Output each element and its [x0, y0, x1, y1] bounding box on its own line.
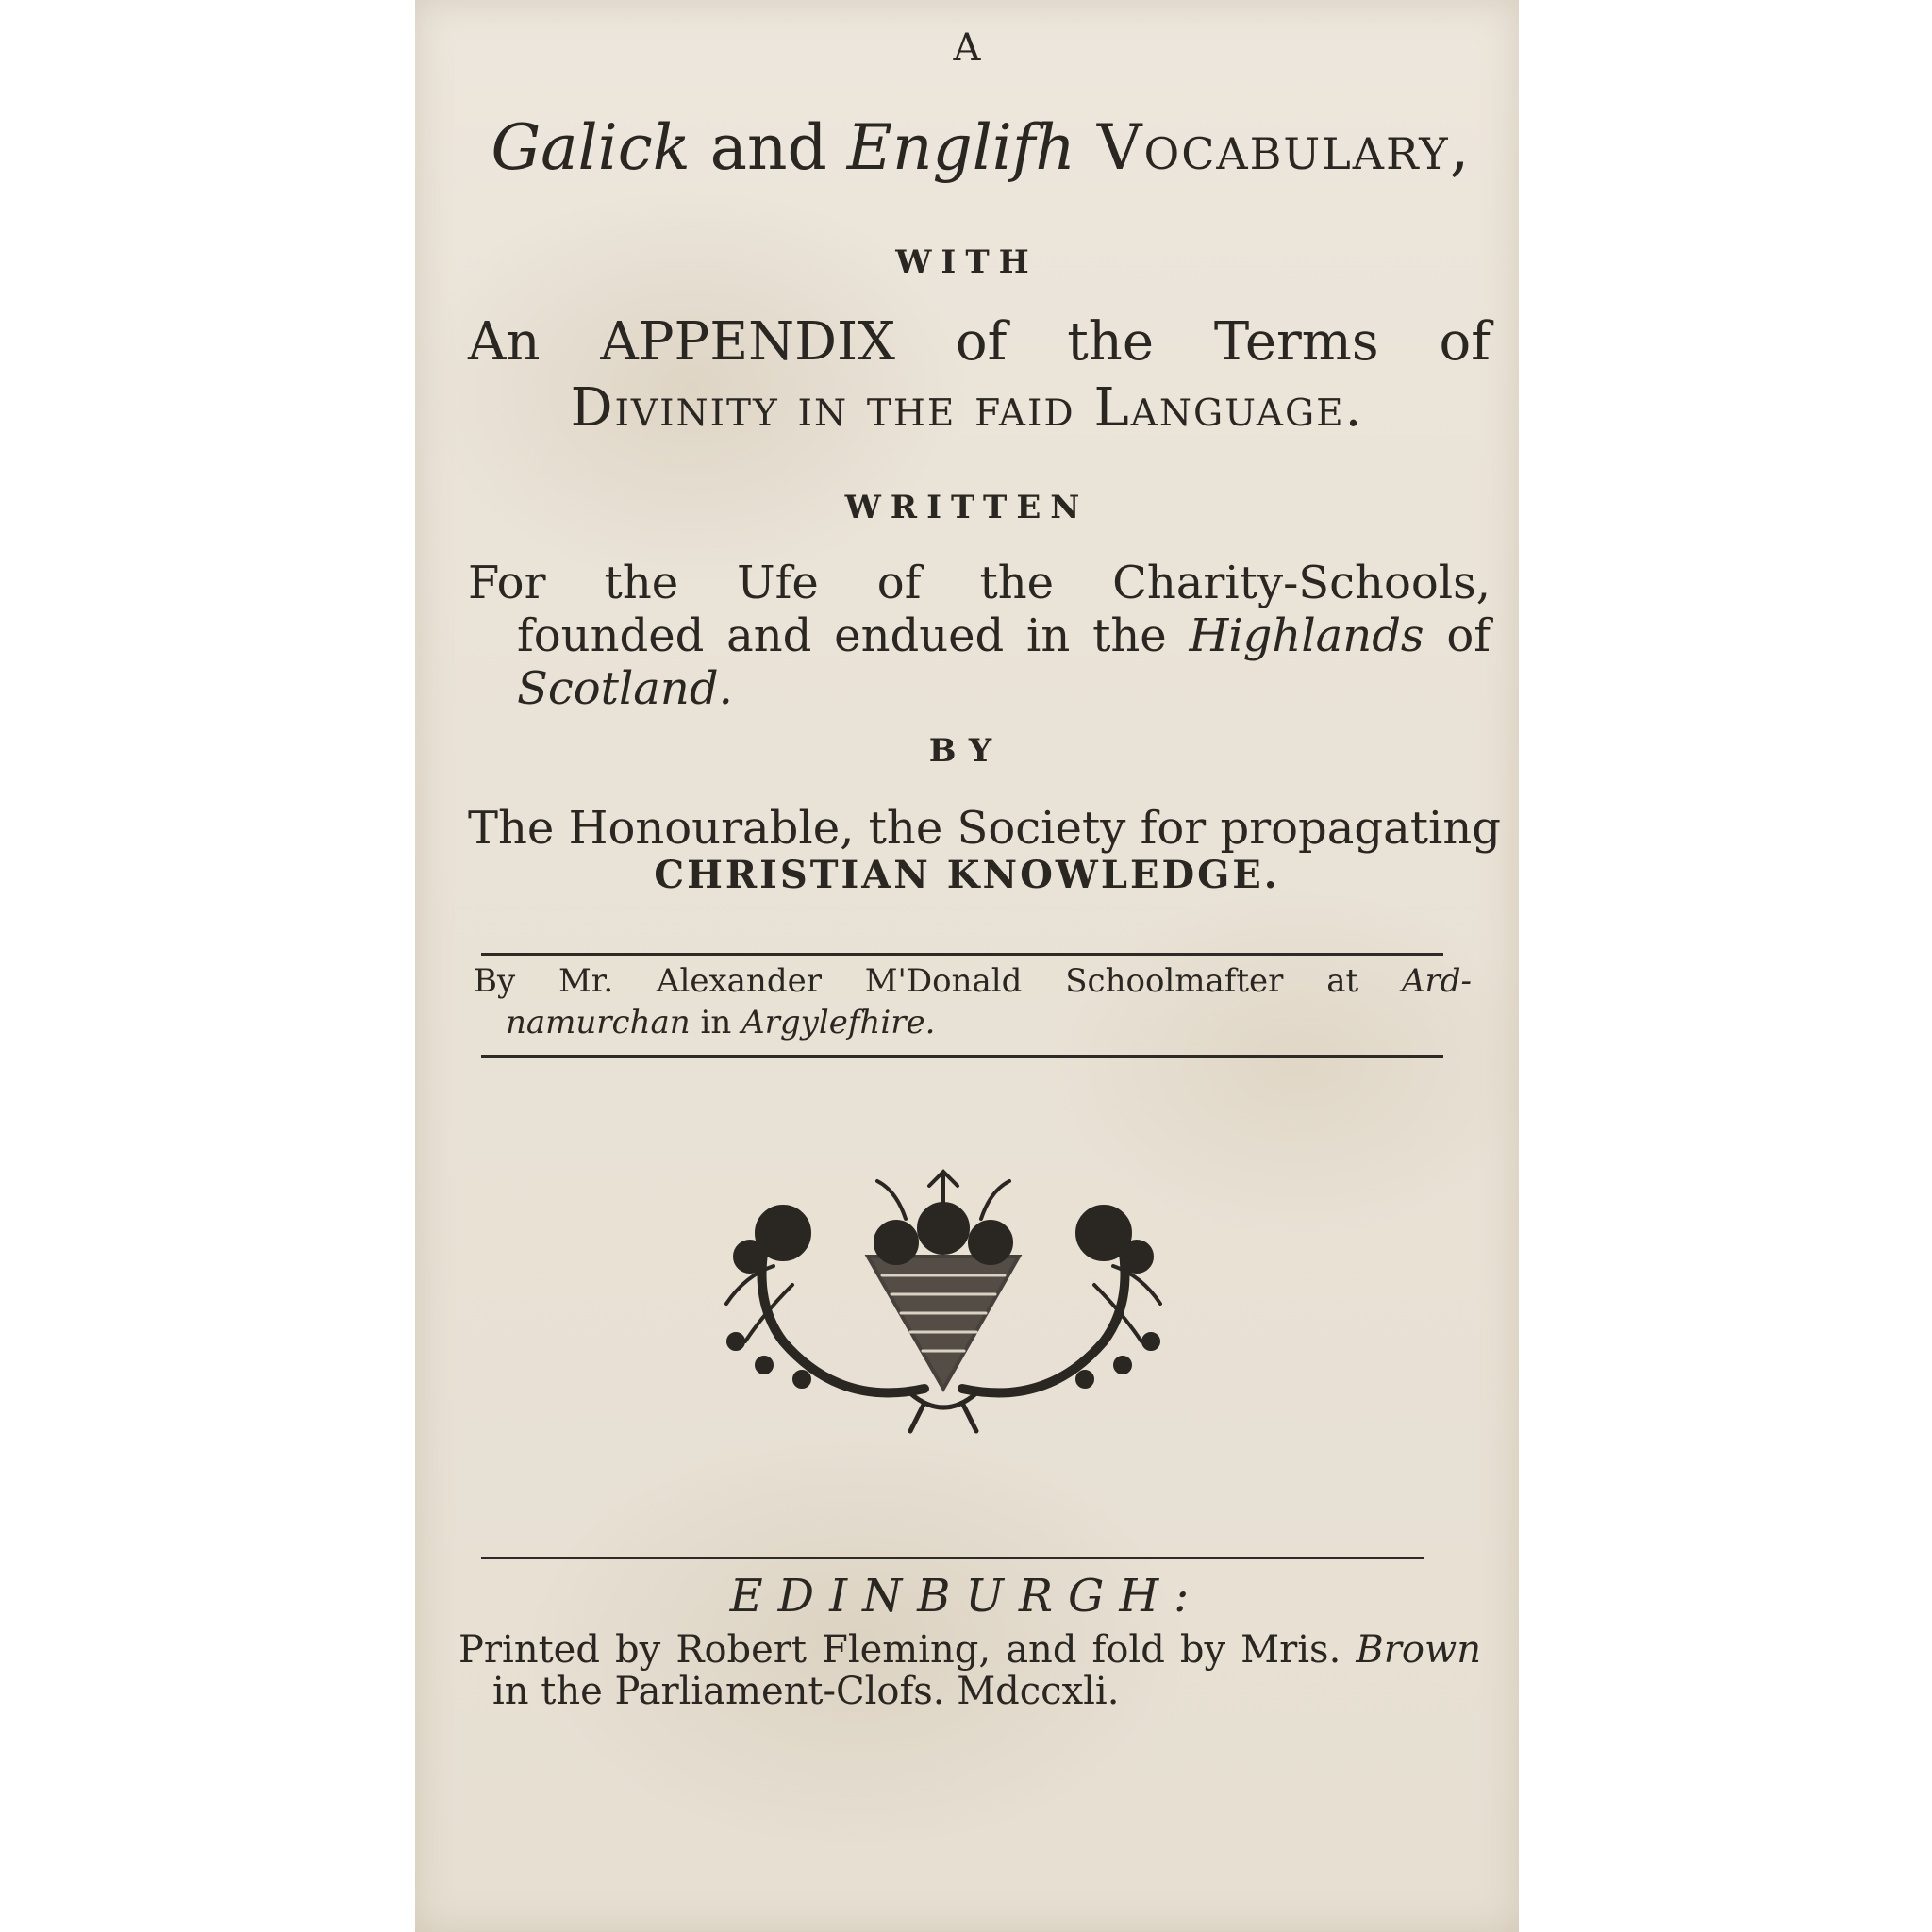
author-line-2-b: in [690, 1004, 742, 1041]
printer-line-1-brown: Brown [1356, 1628, 1481, 1672]
use-line-3: Scotland. [517, 662, 733, 715]
author-line-2-a: namurchan [506, 1004, 691, 1041]
author-line-1-a: By Mr. Alexander M'Donald Schoolmafter at [474, 962, 1402, 1000]
use-line-2-highlands: Highlands [1189, 609, 1424, 662]
printer-line-1-a: Printed by Robert Fleming, and fold by Mris. [458, 1628, 1357, 1672]
rule-top [481, 953, 1443, 956]
use-line-1: For the Ufe of the Charity-Schools, [468, 557, 1491, 609]
title-english: Englifh [846, 111, 1075, 184]
with-line: WITH [895, 243, 1039, 281]
rule-middle [481, 1055, 1443, 1058]
author-line-2-c: Argylefhire. [741, 1004, 936, 1041]
by-line: BY [928, 732, 1006, 770]
use-line-2 [517, 609, 1491, 662]
printer-line-2: in the Parliament-Clofs. Mdccxli. [492, 1670, 1120, 1713]
imprint-city: EDINBURGH: [729, 1570, 1205, 1623]
book-title [472, 111, 1491, 184]
appendix-line-1: An APPENDIX of the Terms of [468, 311, 1491, 373]
author-line-1 [474, 962, 1472, 1000]
society-line-2: CHRISTIAN KNOWLEDGE. [654, 853, 1280, 897]
printer-line-1 [458, 1628, 1481, 1672]
author-line-1-b: Ard- [1401, 962, 1472, 1000]
title-and: and [690, 111, 847, 184]
cornucopia-ornament-icon [708, 1153, 1179, 1436]
society-line-1: The Honourable, the Society for propagating [468, 802, 1501, 855]
title-page [415, 0, 1519, 1932]
appendix-line-2: Divinity in the faid Language. [570, 377, 1364, 439]
author-line-2 [506, 1004, 1519, 1041]
rule-bottom [481, 1557, 1424, 1559]
use-line-2-of: of [1424, 609, 1491, 662]
title-galick: Galick [491, 111, 691, 184]
title-vocabulary: Vocabulary, [1074, 111, 1472, 184]
use-line-2-a: founded and endued in the [517, 609, 1190, 662]
written-line: WRITTEN [844, 489, 1090, 526]
title-article: A [953, 26, 981, 70]
